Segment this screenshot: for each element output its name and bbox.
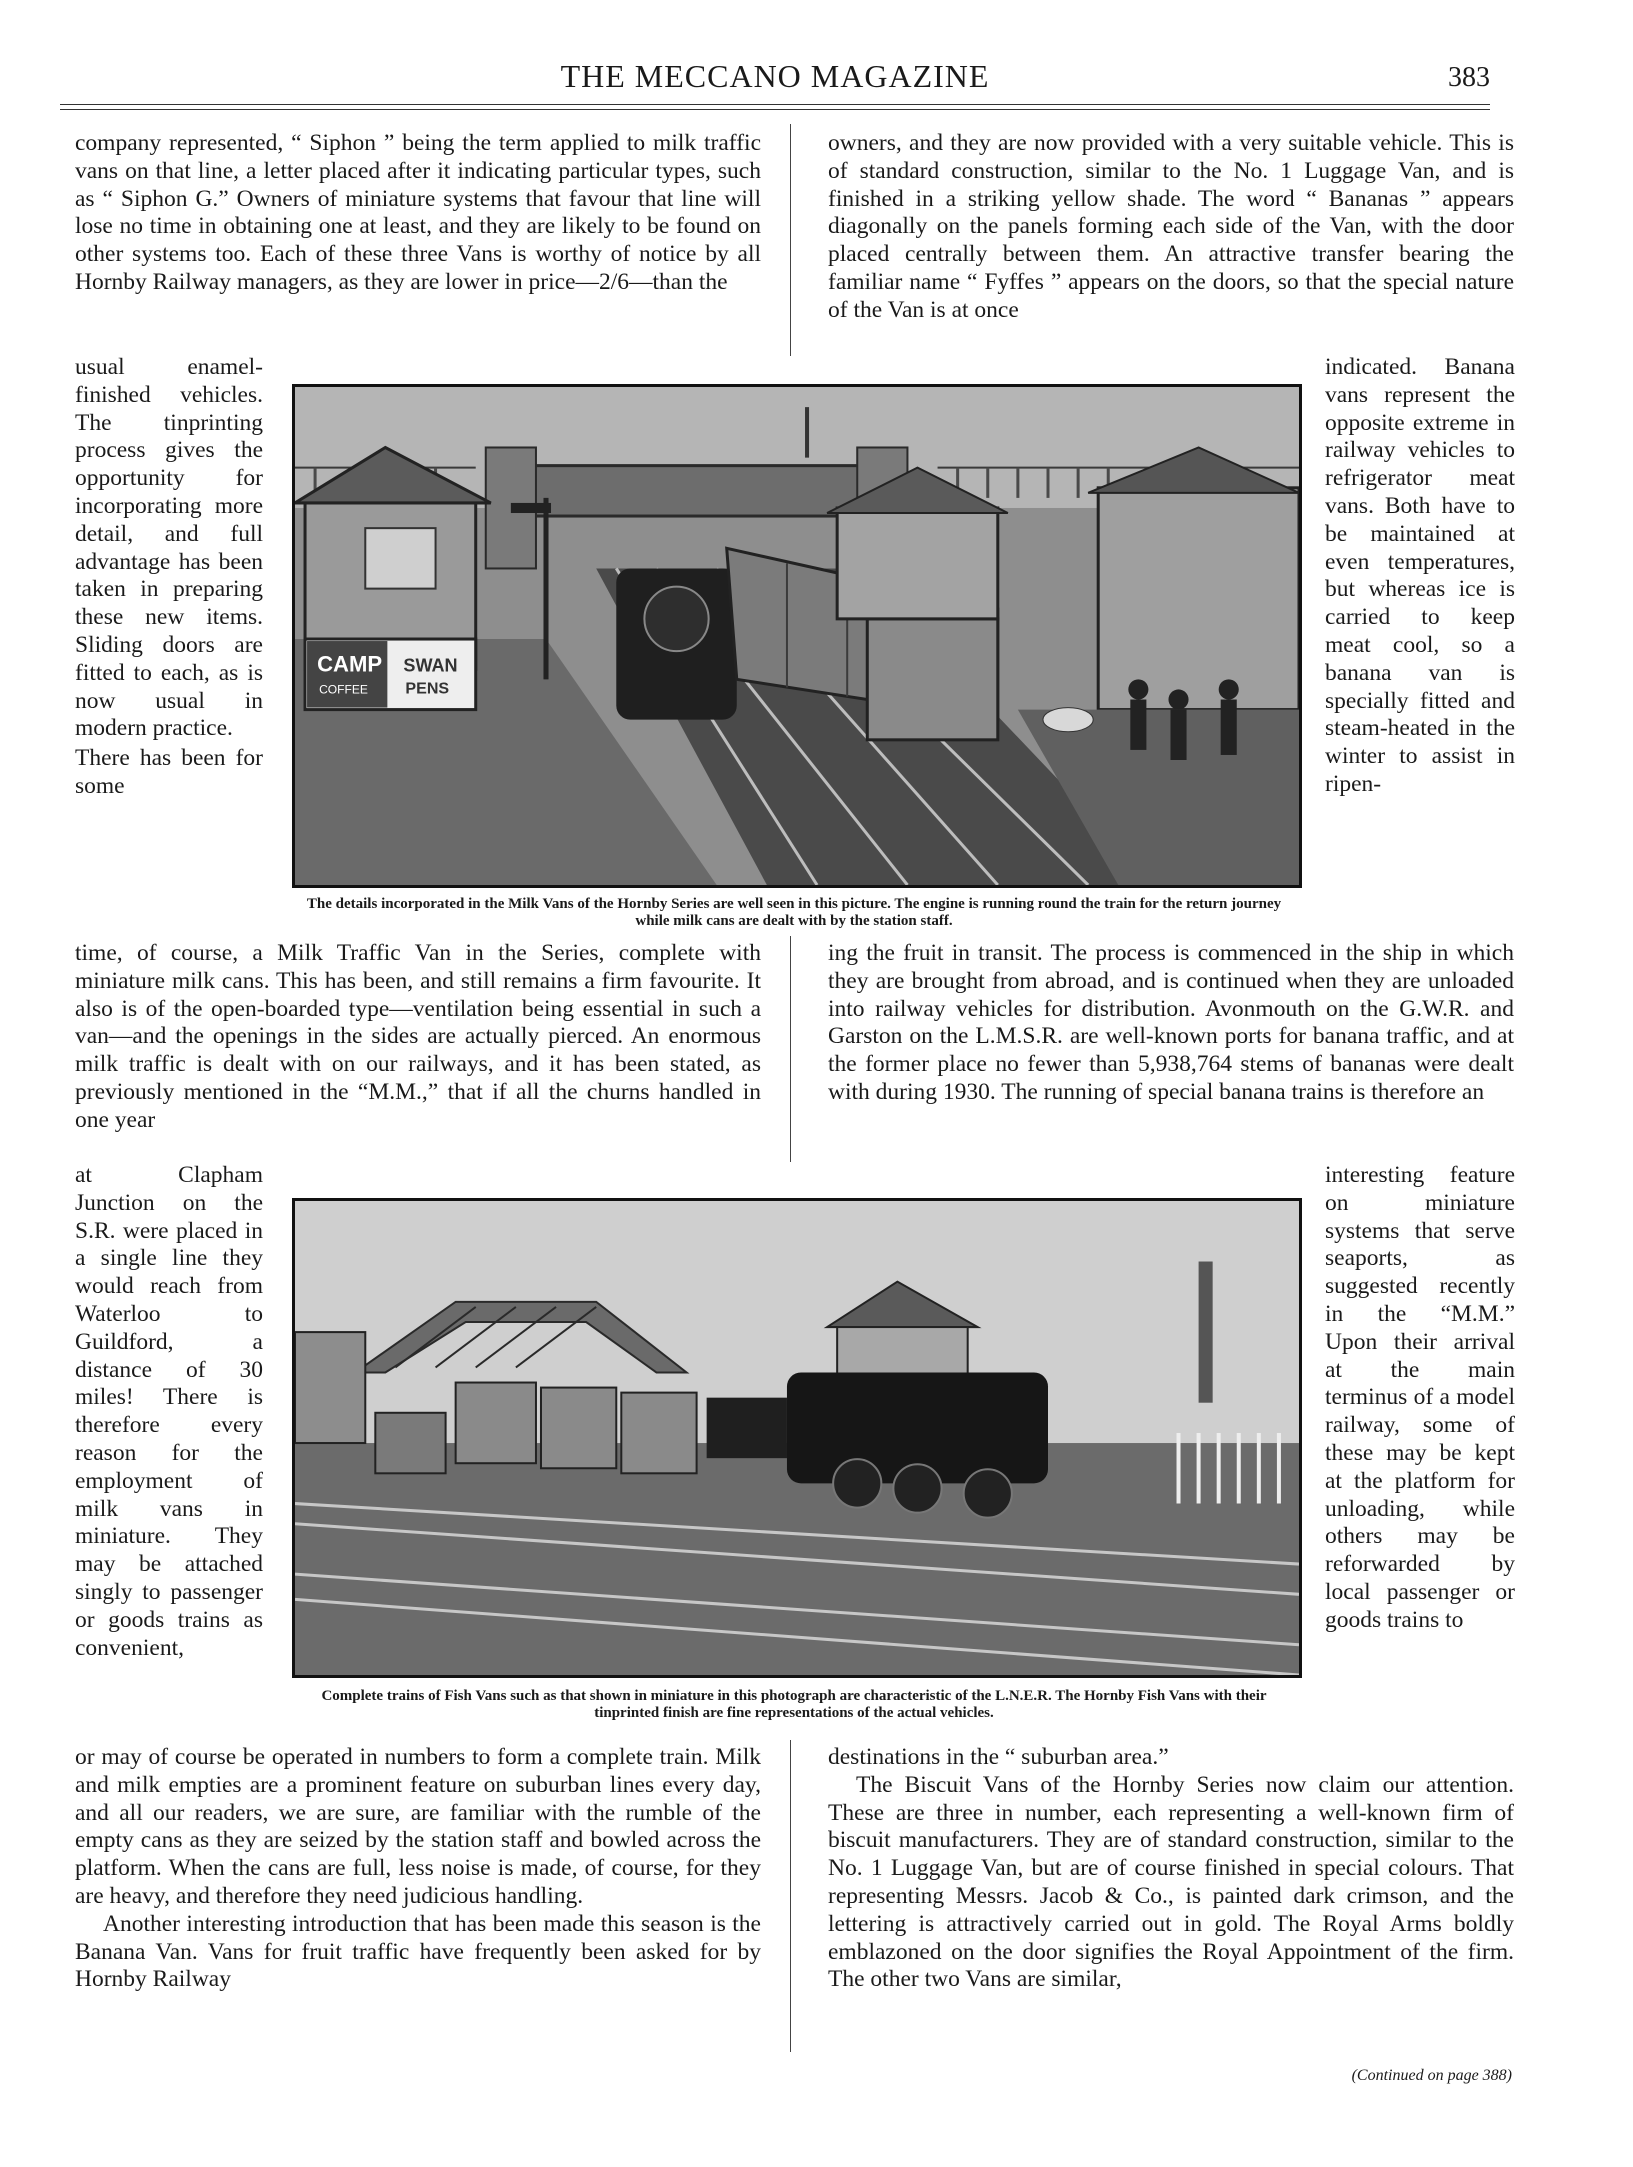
- mid-left-column: [75, 940, 761, 1135]
- bottom-right-column: [828, 1744, 1514, 1994]
- bottom-right-paragraph-1: destinations in the “ suburban area.”: [828, 1744, 1169, 1770]
- wrap2-right-text: interesting feature on miniature systems that serve seaports, as suggested recently in the “M.M.” Upon their arrival at the main terminus of a model railway, some of these may be kept at the platform for unloading, while others may be reforwarded by local passenger or goods trains to: [1325, 1162, 1515, 1633]
- mid-right-column: [828, 940, 1514, 1107]
- wrap1-right-text: indicated. Banana vans represent the opposite extreme in railway vehicles to refrigerator meat vans. Both have to be maintained at even temperatures, but whereas ice is carried to keep meat cool, so a banana van is specially fitted and steam-heated in the winter to assist in ripen-: [1325, 354, 1515, 797]
- wrap1-left-column: [75, 354, 263, 801]
- wrap2-right-column: [1325, 1162, 1515, 1635]
- sign-camp: CAMP: [317, 651, 383, 677]
- wrap1-right-column: [1325, 354, 1515, 799]
- wrap1-left-text-b: There has been for some: [75, 745, 263, 799]
- sign-swan: SWAN: [403, 655, 458, 676]
- sign-pens: PENS: [405, 679, 450, 698]
- photo-fish-vans-train: [292, 1198, 1302, 1678]
- header-rule-bottom: [60, 109, 1490, 110]
- sign-coffee: COFFEE: [319, 682, 368, 697]
- header-rule-top: [60, 104, 1490, 105]
- top-right-column: [828, 130, 1514, 325]
- magazine-title: THE MECCANO MAGAZINE: [560, 58, 990, 94]
- mid-left-text: time, of course, a Milk Traffic Van in the Series, complete with miniature milk cans. This has been, and still remains a firm favourite. It also is of the open-boarded type—ventilation being essential in such a van—and the openings in the sides are actually pierced. An enormous milk traffic is dealt with on our railways, and it has been stated, as previously mentioned in the “M.M.,” that if all the churns handled in one year: [75, 940, 761, 1133]
- photo1-caption: The details incorporated in the Milk Vans of the Hornby Series are well seen in this picture. The engine is running round the train for the return journey while milk cans are dealt with by the station staff.: [306, 896, 1282, 929]
- bottom-right-paragraph-2: The Biscuit Vans of the Hornby Series now claim our attention. These are three in number, each representing a well-known firm of biscuit manufacturers. They are of standard construction, similar to the No. 1 Luggage Van, but are of course finished in special colours. That representing Messrs. Jacob & Co., is painted dark crimson, and the lettering is attractively carried out in gold. The Royal Arms boldly emblazoned on the door signifies the Royal Appointment of the firm. The other two Vans are similar,: [828, 1771, 1514, 1993]
- column-divider-bottom: [790, 1740, 791, 2052]
- bottom-left-paragraph-2: Another interesting introduction that has been made this season is the Banana Van. Vans for fruit traffic have frequently been asked for by Hornby Railway: [75, 1910, 761, 1993]
- page-number: 383: [1448, 62, 1490, 93]
- top-left-text: company represented, “ Siphon ” being the term applied to milk traffic vans on that line, a letter placed after it indicating particular types, such as “ Siphon G.” Owners of miniature systems that favour that line will lose no time in obtaining one at least, and they are likely to be found on other systems too. Each of these three Vans is worthy of notice by all Hornby Railway managers, as they are lower in price—2/6—than the: [75, 130, 761, 295]
- wrap2-left-text: at Clapham Junction on the S.R. were placed in a single line they would reach from Waterloo to Guildford, a distance of 30 miles! There is therefore every reason for the employment of milk vans in miniature. They may be attached singly to passenger or goods trains as convenient,: [75, 1162, 263, 1661]
- mid-right-text: ing the fruit in transit. The process is commenced in the ship in which they are brought from abroad, and is continued when they are unloaded into railway vehicles for distribution. Avonmouth on the G.W.R. and Garston on the L.M.S.R. are well-known ports for banana traffic, and at the former place no fewer than 5,938,764 stems of bananas were dealt with during 1930. The running of special banana trains is therefore an: [828, 940, 1514, 1105]
- continued-note: (Continued on page 388): [1351, 2067, 1512, 2084]
- wrap1-left-text: usual enamel-finished vehicles. The tinprinting process gives the opportunity for incorporating more detail, and full advantage has been taken in preparing these new items. Sliding doors are fitted to each, as is now usual in modern practice.: [75, 354, 263, 742]
- bottom-left-column: [75, 1744, 761, 1994]
- wrap2-left-column: [75, 1162, 263, 1662]
- page-header: [60, 58, 1490, 104]
- top-left-column: [75, 130, 761, 297]
- photo-milk-vans-station: [292, 384, 1302, 888]
- top-right-text: owners, and they are now provided with a very suitable vehicle. This is of standard construction, similar to the No. 1 Luggage Van, and is finished in a striking yellow shade. The word “ Bananas ” appears diagonally on the panels forming each side of the Van, with the door placed centrally between them. An attractive transfer bearing the familiar name “ Fyffes ” appears on the doors, so that the special nature of the Van is at once: [828, 130, 1514, 323]
- photo2-caption: Complete trains of Fish Vans such as that shown in miniature in this photograph are characteristic of the L.N.E.R. The Hornby Fish Vans with their tinprinted finish are fine representations of the actual vehicles.: [321, 1688, 1267, 1721]
- column-divider-top: [790, 124, 791, 356]
- bottom-left-paragraph-1: or may of course be operated in numbers to form a complete train. Milk and milk empties are a prominent feature on suburban lines every day, and all our readers, we are sure, are familiar with the rumble of the empty cans as they are seized by the station staff and bowled across the platform. When the cans are full, less noise is made, of course, for they are heavy, and therefore they need judicious handling.: [75, 1744, 761, 1909]
- column-divider-mid: [790, 936, 791, 1162]
